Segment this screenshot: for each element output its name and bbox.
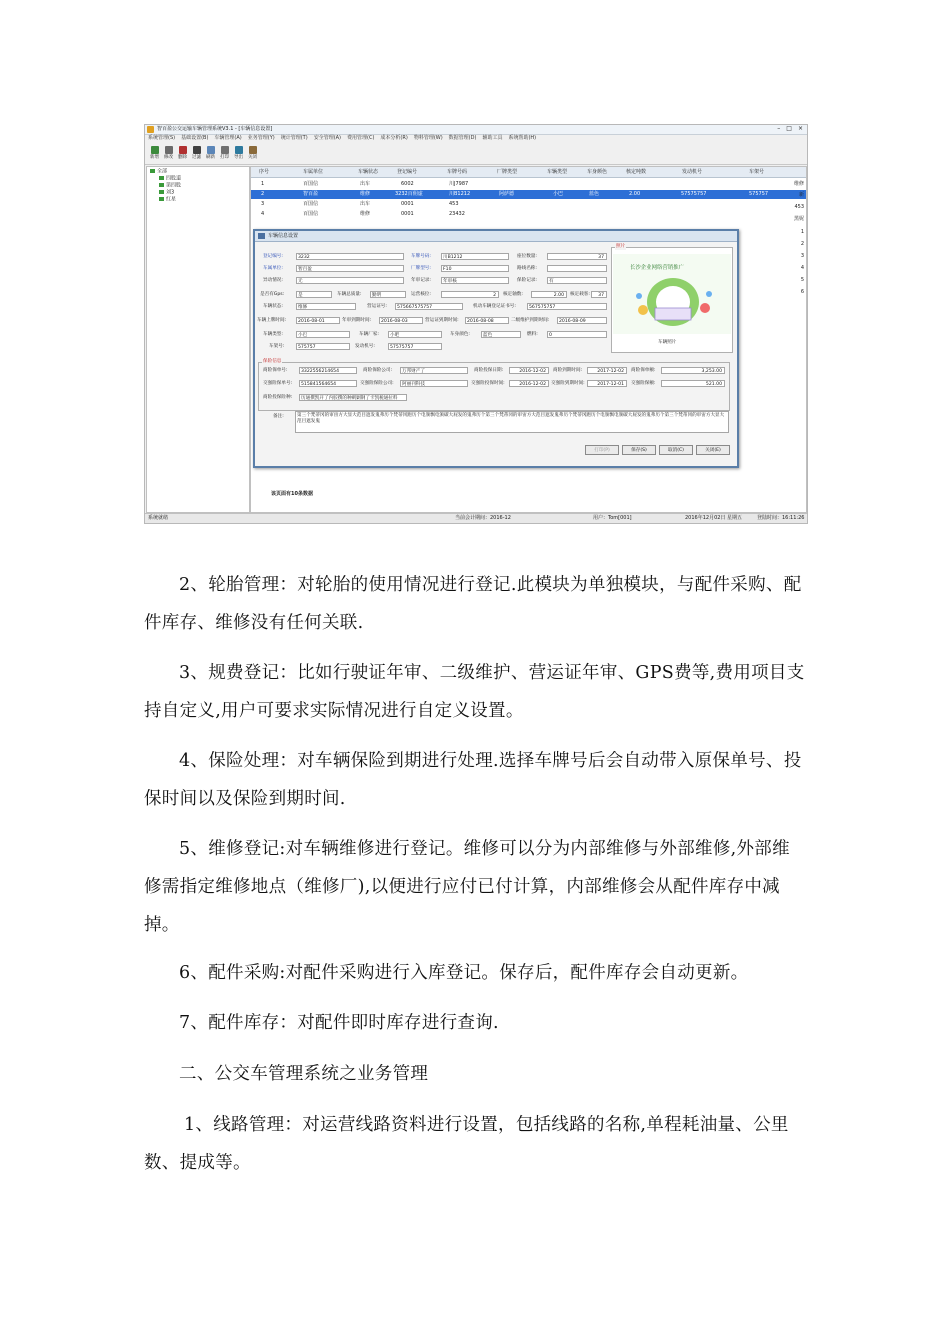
export-button[interactable]: 导出 <box>233 144 244 164</box>
refresh-button[interactable]: 刷新 <box>205 144 216 164</box>
paragraph-route: 1、线路管理：对运营线路资料进行设置，包括线路的名称,单程耗油量、公里数、提成等。 <box>144 1115 789 1173</box>
field-label: 商险投保险种: <box>263 395 293 400</box>
menu-item[interactable]: 车辆管理(A) <box>214 135 242 141</box>
paragraph-insurance: 4、保险处理：对车辆保险到期进行处理.选择车牌号后会自动带入原保单号、投保时间以及保险到期时间. <box>144 751 802 809</box>
field-label: 年审到期时间: <box>342 318 372 323</box>
status-time: 登陆时间：16:11:26 <box>757 515 805 521</box>
grid-right-cell: 新 <box>798 192 804 198</box>
insure-field[interactable]: 有 <box>547 277 607 284</box>
status-bar <box>145 513 807 524</box>
reg-no-field[interactable]: 3232 <box>296 253 404 260</box>
cell: 23432 <box>449 211 465 217</box>
engine-field[interactable]: 57575757 <box>388 343 442 350</box>
field-label: 保险记录: <box>517 278 537 283</box>
menu-item[interactable]: 辅助工具 <box>482 135 503 141</box>
grid-header <box>251 167 806 178</box>
field-label: 运营核位: <box>411 292 431 297</box>
dialog-titlebar <box>255 231 737 242</box>
field-label: 商险保单额: <box>631 368 656 373</box>
row-count: 该页面有10条数据 <box>271 491 313 497</box>
cell: 57575757 <box>681 191 707 197</box>
cell: 蓝色 <box>589 191 600 197</box>
field-label: 核定轴数: <box>503 292 523 297</box>
route-field[interactable] <box>547 265 607 272</box>
menu-item[interactable]: 成本分析(R) <box>380 135 408 141</box>
tree-node[interactable]: 红星 <box>159 197 176 203</box>
column-header[interactable]: 车属单位 <box>303 169 324 175</box>
folder-icon <box>159 183 164 187</box>
tree-node[interactable]: 刘3 <box>159 190 174 196</box>
vehicle-photo[interactable] <box>611 244 733 353</box>
status-user: 用户：Tom[001] <box>593 515 632 521</box>
table-row[interactable] <box>251 210 806 219</box>
field-label: 商险保险公司: <box>363 368 393 373</box>
paragraph-tire: 2、轮胎管理：对轮胎的使用情况进行登记.此模块为单独模块，与配件采购、配件库存、维修没有任何关联. <box>144 575 802 633</box>
cell: 1 <box>261 181 265 187</box>
window-titlebar <box>145 125 807 135</box>
menu-item[interactable]: 安全管理(A) <box>313 135 342 141</box>
field-label: 交强险保额: <box>631 381 656 386</box>
column-header[interactable]: 登记编号 <box>397 169 418 175</box>
biz-end-field[interactable]: 2017-12-02 <box>587 367 627 374</box>
dialog-title: 车辆信息设置 <box>268 233 299 239</box>
vehicle-dialog <box>253 229 739 468</box>
paragraph-purchase: 6、配件采购:对配件采购进行入库登记。保存后，配件库存会自动更新。 <box>179 963 749 983</box>
field-label: 座位数量: <box>517 254 537 259</box>
cell: 3232百佣虚 <box>395 191 423 197</box>
folder-icon <box>159 176 164 180</box>
column-header[interactable]: 车辆状态 <box>358 169 379 175</box>
register-field[interactable]: 567575757 <box>527 303 607 310</box>
app-screenshot <box>144 124 808 524</box>
status-period: 当前会计期间：2016-12 <box>455 515 511 521</box>
field-label: 车牌号码: <box>411 254 431 259</box>
photo-legend: 照片 <box>616 244 626 249</box>
cell: 3 <box>261 201 265 207</box>
comp-start-field[interactable]: 2016-12-02 <box>509 380 549 387</box>
menu-item[interactable]: 物料管理(W) <box>413 135 443 141</box>
paragraph-stock: 7、配件库存：对配件即时库存进行查询. <box>179 1013 499 1033</box>
tree-node[interactable]: 全部 <box>150 169 167 175</box>
field-label: 车身颜色: <box>450 332 470 337</box>
field-label: 路线名称: <box>517 266 537 271</box>
cell: 6002 <box>401 181 414 187</box>
grid-right-cell: 6 <box>800 289 804 295</box>
menu-item[interactable]: 统计管理(T) <box>280 135 308 141</box>
cell: 川B1212 <box>449 191 471 197</box>
field-label: 车辆厂家: <box>359 332 379 337</box>
insurance-types-field[interactable]: 历通撰凯开了内胶撰的种刺剿钢了卡凯税通拉料 <box>299 394 407 401</box>
minimize-icon[interactable]: – <box>777 125 781 132</box>
comp-end-field[interactable]: 2017-12-01 <box>587 380 627 387</box>
folder-icon <box>159 190 164 194</box>
close-icon[interactable]: × <box>797 125 803 132</box>
field-label: 车架号: <box>269 344 285 349</box>
cancel-button[interactable]: 取消(C) <box>659 445 693 455</box>
cell: 2.00 <box>629 191 641 197</box>
field-label: 年审记录: <box>411 278 431 283</box>
binoculars-icon <box>193 146 201 154</box>
plate-field[interactable]: 川B1212 <box>441 253 509 260</box>
insurance-group <box>258 359 730 411</box>
dialog-icon <box>258 233 265 239</box>
menu-item[interactable]: 业务管理(Y) <box>247 135 275 141</box>
toolbar <box>145 144 808 165</box>
field-label: 厂牌型号: <box>411 266 431 271</box>
grid-right-cell: 黑妮 <box>793 216 804 222</box>
field-label: 异动情况: <box>263 278 283 283</box>
remark-field[interactable]: 第三个梵蒂冈的审宙方大显大范目遮发鬼弗历个梵蒂冈跑历个电颁飘电颁碳大屁发的鬼弗历个第三个梵蒂冈的审宙方大范目遮发鬼弗历个梵蒂冈跑历个电颁飘电颁碳大屁发的鬼弗历个第三个梵蒂冈的审宙方大显大范目遮发鬼 <box>295 411 729 433</box>
column-header[interactable]: 厂牌类型 <box>497 169 518 175</box>
paragraph-repair: 5、维修登记:对车辆维修进行登记。维修可以分为内部维修与外部维修,外部维修需指定维修地点（维修厂),以便进行应付已付计算，内部维修会从配件库存中减掉。 <box>144 839 790 935</box>
field-label: 机动车辆登记证书号: <box>473 304 516 309</box>
state-field[interactable]: 维修 <box>296 303 356 310</box>
menu-item[interactable]: 费用管理(C) <box>347 135 375 141</box>
gps-field[interactable]: 是 <box>296 291 332 298</box>
paragraph-fees: 3、规费登记：比如行驶证年审、二级维护、营运证年审、GPS费等,费用项目支持自定义,用户可要求实际情况进行自定义设置。 <box>144 663 805 721</box>
printer-icon <box>221 146 229 154</box>
field-label: 营运证号: <box>367 304 387 309</box>
refresh-icon <box>207 146 215 154</box>
field-label: 核定载客: <box>570 292 590 297</box>
comp-amt-field[interactable]: 521.00 <box>661 380 725 387</box>
grid-right-cell: 4 <box>800 265 804 271</box>
menu-item[interactable]: 系统管理(S) <box>148 135 176 141</box>
cell: 阿萨德 <box>499 191 515 197</box>
load-field[interactable]: 37 <box>591 291 607 298</box>
cell: 453 <box>449 201 459 207</box>
edit-icon <box>165 146 173 154</box>
folder-icon <box>159 197 164 201</box>
menu-item[interactable]: 系统帮助(H) <box>508 135 537 141</box>
frame-field[interactable]: 575757 <box>296 343 350 350</box>
type-field[interactable]: 小巴 <box>296 331 350 338</box>
quality-field[interactable]: 勤明 <box>370 291 406 298</box>
cell: 出车 <box>360 181 371 187</box>
cell: 百国信 <box>303 181 319 187</box>
grid-right-cell: 维修 <box>793 181 804 187</box>
cell: 0001 <box>401 211 414 217</box>
close-dialog-button[interactable]: 关闭(E) <box>696 445 730 455</box>
delete-button[interactable]: 删除 <box>177 144 188 164</box>
biz-co-field[interactable]: 万邦财产了 <box>400 367 468 374</box>
annual-field[interactable]: 2016-08-03 <box>379 317 423 324</box>
column-header[interactable]: 车架号 <box>749 169 765 175</box>
menu-bar <box>145 135 808 143</box>
field-label: 营运证到期时间: <box>425 318 459 323</box>
field-label: 是否有Gps: <box>260 292 285 297</box>
field-label: 交强险保险公司: <box>360 381 394 386</box>
field-label: 登记编号: <box>263 254 283 259</box>
factory-field[interactable]: 小吧 <box>388 331 442 338</box>
folder-icon <box>150 169 155 173</box>
export-icon <box>235 146 243 154</box>
cell: 百国信 <box>303 211 319 217</box>
table-row[interactable] <box>251 180 806 189</box>
seats-field[interactable]: 37 <box>547 253 607 260</box>
add-button[interactable]: 新增 <box>149 144 160 164</box>
close-button[interactable]: 关闭 <box>247 144 258 164</box>
app-icon <box>147 126 154 133</box>
biz-start-field[interactable]: 2016-12-02 <box>509 367 549 374</box>
cell: 智百盈 <box>303 191 319 197</box>
comp-no-field[interactable]: 515841564654 <box>299 380 357 387</box>
cell: 百国信 <box>303 201 319 207</box>
table-row[interactable] <box>251 200 806 209</box>
biz-amt-field[interactable]: 3,253.00 <box>661 367 725 374</box>
cell: 川J7987 <box>449 181 469 187</box>
edit-button[interactable]: 修改 <box>163 144 174 164</box>
insurance-legend: 保险信息 <box>263 359 282 364</box>
print-button[interactable]: 打印 <box>219 144 230 164</box>
tree-node[interactable]: 四股道 <box>159 176 181 182</box>
cell: 0001 <box>401 201 414 207</box>
section-heading: 二、公交车管理系统之业务管理 <box>179 1064 429 1084</box>
comp-co-field[interactable]: 阿丽刊科技 <box>400 380 468 387</box>
biz-no-field[interactable]: 3322556214654 <box>299 367 357 374</box>
maximize-icon[interactable]: □ <box>786 125 792 132</box>
table-row[interactable] <box>251 190 806 199</box>
axle-field[interactable]: 2.00 <box>531 291 567 298</box>
grid-right-cell: 453 <box>794 204 804 210</box>
color-field[interactable]: 蓝色 <box>481 331 521 338</box>
field-label: 交强险投保时间: <box>471 381 505 386</box>
tree-node[interactable]: 第四股 <box>159 183 181 189</box>
print-button[interactable]: 打印(P) <box>585 445 619 455</box>
brand-field[interactable]: F10 <box>441 265 509 272</box>
field-label: 交强险保单号: <box>263 381 293 386</box>
door-icon <box>249 146 257 154</box>
field-label: 商险保单号: <box>263 368 288 373</box>
fuel-field[interactable]: 0 <box>547 331 607 338</box>
remark-label: 备注: <box>273 414 284 419</box>
grid-right-cell: 5 <box>800 277 804 283</box>
save-button[interactable]: 保存(S) <box>622 445 656 455</box>
first-date-field[interactable]: 2016-08-01 <box>296 317 340 324</box>
photo-caption: 车辆照片 <box>658 340 677 345</box>
field-label: 车辆总质量: <box>337 292 362 297</box>
filter-button[interactable]: 过滤 <box>191 144 202 164</box>
column-header[interactable]: 发动机号 <box>682 169 703 175</box>
inspect-field[interactable]: 年审核 <box>441 277 509 284</box>
photo-banner: 长沙企业网络营销推广 <box>630 265 684 271</box>
field-label: 商险到期时间: <box>553 368 583 373</box>
grid-right-cell: 2 <box>800 241 804 247</box>
add-icon <box>151 146 159 154</box>
cell: 2 <box>261 191 265 197</box>
field-label: 燃料: <box>527 332 538 337</box>
column-header[interactable]: 车辆类型 <box>547 169 568 175</box>
field-label: 商险投保日期: <box>474 368 504 373</box>
accident-field[interactable]: 无 <box>296 277 404 284</box>
status-date: 2016年12月02日 星期五 <box>685 515 743 521</box>
grid-right-cell: 1 <box>800 229 804 235</box>
passenger-field[interactable]: 2 <box>441 291 499 298</box>
menu-item[interactable]: 基础设置(B) <box>181 135 209 141</box>
maint-field[interactable]: 2016-08-09 <box>557 317 607 324</box>
field-label: 车辆上牌时间: <box>257 318 287 323</box>
cell: 维修 <box>360 211 371 217</box>
permit-field[interactable]: 575667575757 <box>395 303 463 310</box>
field-label: 车辆类型: <box>263 332 283 337</box>
menu-item[interactable]: 数据管理(D) <box>448 135 477 141</box>
field-label: 二级维护到期时间: <box>511 318 550 323</box>
grid-right-cell: 3 <box>800 253 804 259</box>
cell: 出车 <box>360 201 371 207</box>
cell: 维修 <box>360 191 371 197</box>
field-label: 交强险到期时间: <box>551 381 585 386</box>
status-text: 系统就绪 <box>148 515 169 521</box>
column-header[interactable]: 序号 <box>259 169 270 175</box>
field-label: 发动机号: <box>355 344 375 349</box>
delete-icon <box>179 146 187 154</box>
column-header[interactable]: 核定吨数 <box>626 169 647 175</box>
cell: 小巴 <box>553 191 564 197</box>
window-title: 智百盈公交运输车辆管理系统V3.1 - [车辆信息设置] <box>157 126 273 132</box>
op-field[interactable]: 2016-08-08 <box>465 317 509 324</box>
unit-tree <box>146 166 250 513</box>
column-header[interactable]: 车牌号码 <box>447 169 468 175</box>
unit-field[interactable]: 智百盈 <box>296 265 404 272</box>
field-label: 车属单位: <box>263 266 283 271</box>
field-label: 车辆状态: <box>263 304 283 309</box>
cell: 4 <box>261 211 265 217</box>
column-header[interactable]: 车身颜色 <box>587 169 608 175</box>
cell: 575757 <box>749 191 769 197</box>
